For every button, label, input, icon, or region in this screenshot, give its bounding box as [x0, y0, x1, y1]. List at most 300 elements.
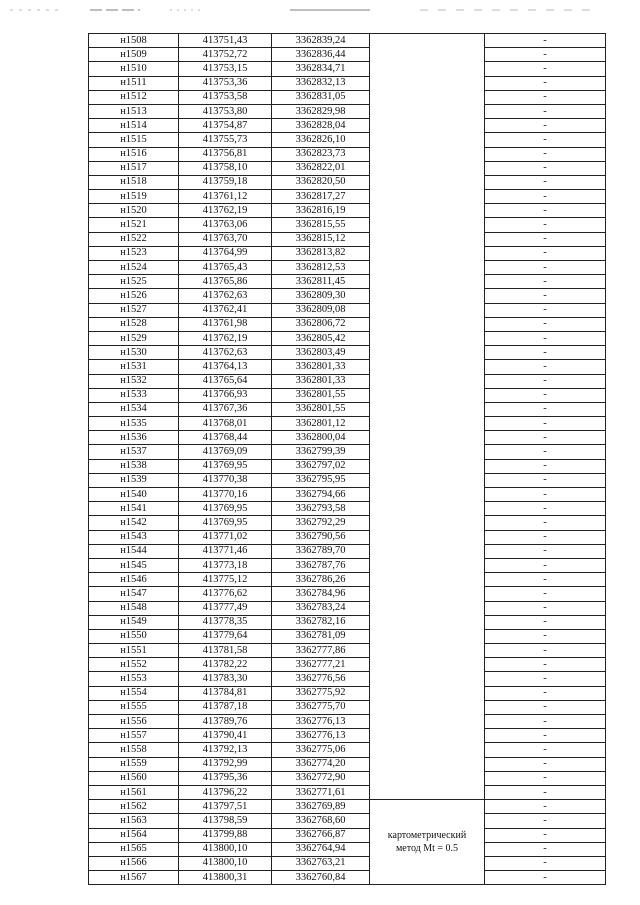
x-coordinate-cell: 413792,99 — [179, 757, 272, 771]
table-row — [89, 275, 606, 289]
y-coordinate-cell: 3362792,29 — [272, 516, 370, 530]
y-coordinate-cell: 3362812,53 — [272, 261, 370, 275]
table-row — [89, 615, 606, 629]
point-id-cell: н1515 — [89, 133, 179, 147]
x-coordinate-cell: 413761,12 — [179, 190, 272, 204]
y-coordinate-cell: 3362763,21 — [272, 856, 370, 870]
x-coordinate-cell: 413765,43 — [179, 261, 272, 275]
y-coordinate-cell: 3362801,55 — [272, 388, 370, 402]
point-id-cell: н1511 — [89, 76, 179, 90]
x-coordinate-cell: 413767,36 — [179, 402, 272, 416]
point-id-cell: н1528 — [89, 317, 179, 331]
point-id-cell: н1516 — [89, 147, 179, 161]
x-coordinate-cell: 413762,19 — [179, 331, 272, 345]
dash-cell: - — [485, 672, 606, 686]
table-row — [89, 175, 606, 189]
method-note-line2: метод Mt = 0.5 — [395, 843, 459, 855]
x-coordinate-cell: 413777,49 — [179, 601, 272, 615]
table-row — [89, 644, 606, 658]
x-coordinate-cell: 413763,70 — [179, 232, 272, 246]
table-row — [89, 672, 606, 686]
y-coordinate-cell: 3362801,33 — [272, 374, 370, 388]
table-row — [89, 331, 606, 345]
x-coordinate-cell: 413769,09 — [179, 445, 272, 459]
x-coordinate-cell: 413773,18 — [179, 558, 272, 572]
x-coordinate-cell: 413770,16 — [179, 488, 272, 502]
table-row — [89, 488, 606, 502]
y-coordinate-cell: 3362839,24 — [272, 34, 370, 48]
point-id-cell: н1539 — [89, 473, 179, 487]
point-id-cell: н1537 — [89, 445, 179, 459]
table-row — [89, 459, 606, 473]
y-coordinate-cell: 3362760,84 — [272, 871, 370, 885]
point-id-cell: н1540 — [89, 488, 179, 502]
y-coordinate-cell: 3362775,70 — [272, 700, 370, 714]
x-coordinate-cell: 413796,22 — [179, 785, 272, 799]
table-row — [89, 190, 606, 204]
point-id-cell: н1542 — [89, 516, 179, 530]
y-coordinate-cell: 3362777,86 — [272, 644, 370, 658]
table-row — [89, 90, 606, 104]
x-coordinate-cell: 413754,87 — [179, 119, 272, 133]
point-id-cell: н1553 — [89, 672, 179, 686]
y-coordinate-cell: 3362828,04 — [272, 119, 370, 133]
point-id-cell: н1541 — [89, 502, 179, 516]
dash-cell: - — [485, 104, 606, 118]
point-id-cell: н1527 — [89, 303, 179, 317]
x-coordinate-cell: 413756,81 — [179, 147, 272, 161]
x-coordinate-cell: 413768,44 — [179, 431, 272, 445]
y-coordinate-cell: 3362766,87 — [272, 828, 370, 842]
y-coordinate-cell: 3362775,92 — [272, 686, 370, 700]
x-coordinate-cell: 413753,58 — [179, 90, 272, 104]
point-id-cell: н1533 — [89, 388, 179, 402]
x-coordinate-cell: 413799,88 — [179, 828, 272, 842]
y-coordinate-cell: 3362834,71 — [272, 62, 370, 76]
dash-cell: - — [485, 147, 606, 161]
point-id-cell: н1529 — [89, 331, 179, 345]
point-id-cell: н1526 — [89, 289, 179, 303]
dash-cell: - — [485, 204, 606, 218]
x-coordinate-cell: 413771,02 — [179, 530, 272, 544]
x-coordinate-cell: 413766,93 — [179, 388, 272, 402]
point-id-cell: н1567 — [89, 871, 179, 885]
table-row — [89, 785, 606, 799]
dash-cell: - — [485, 331, 606, 345]
y-coordinate-cell: 3362805,42 — [272, 331, 370, 345]
point-id-cell: н1512 — [89, 90, 179, 104]
table-row — [89, 104, 606, 118]
dash-cell: - — [485, 729, 606, 743]
dash-cell: - — [485, 388, 606, 402]
dash-cell: - — [485, 190, 606, 204]
dash-cell: - — [485, 530, 606, 544]
dash-cell: - — [485, 232, 606, 246]
x-coordinate-cell: 413765,86 — [179, 275, 272, 289]
y-coordinate-cell: 3362769,89 — [272, 800, 370, 814]
point-id-cell: н1555 — [89, 700, 179, 714]
point-id-cell: н1563 — [89, 814, 179, 828]
y-coordinate-cell: 3362795,95 — [272, 473, 370, 487]
y-coordinate-cell: 3362809,08 — [272, 303, 370, 317]
y-coordinate-cell: 3362776,13 — [272, 729, 370, 743]
point-id-cell: н1550 — [89, 629, 179, 643]
point-id-cell: н1565 — [89, 842, 179, 856]
point-id-cell: н1543 — [89, 530, 179, 544]
dash-cell: - — [485, 402, 606, 416]
table-row — [89, 700, 606, 714]
dash-cell: - — [485, 828, 606, 842]
dash-cell: - — [485, 303, 606, 317]
table-row — [89, 715, 606, 729]
x-coordinate-cell: 413798,59 — [179, 814, 272, 828]
x-coordinate-cell: 413792,13 — [179, 743, 272, 757]
x-coordinate-cell: 413758,10 — [179, 161, 272, 175]
x-coordinate-cell: 413755,73 — [179, 133, 272, 147]
x-coordinate-cell: 413769,95 — [179, 502, 272, 516]
dash-cell: - — [485, 771, 606, 785]
point-id-cell: н1531 — [89, 360, 179, 374]
x-coordinate-cell: 413763,06 — [179, 218, 272, 232]
x-coordinate-cell: 413797,51 — [179, 800, 272, 814]
dash-cell: - — [485, 502, 606, 516]
y-coordinate-cell: 3362813,82 — [272, 246, 370, 260]
dash-cell: - — [485, 360, 606, 374]
x-coordinate-cell: 413751,43 — [179, 34, 272, 48]
dash-cell: - — [485, 62, 606, 76]
y-coordinate-cell: 3362831,05 — [272, 90, 370, 104]
x-coordinate-cell: 413800,10 — [179, 842, 272, 856]
point-id-cell: н1520 — [89, 204, 179, 218]
point-id-cell: н1562 — [89, 800, 179, 814]
dash-cell: - — [485, 161, 606, 175]
point-id-cell: н1558 — [89, 743, 179, 757]
table-row — [89, 360, 606, 374]
point-id-cell: н1534 — [89, 402, 179, 416]
dash-cell: - — [485, 48, 606, 62]
dash-cell: - — [485, 658, 606, 672]
y-coordinate-cell: 3362774,20 — [272, 757, 370, 771]
y-coordinate-cell: 3362809,30 — [272, 289, 370, 303]
point-id-cell: н1523 — [89, 246, 179, 260]
y-coordinate-cell: 3362811,45 — [272, 275, 370, 289]
point-id-cell: н1525 — [89, 275, 179, 289]
point-id-cell: н1510 — [89, 62, 179, 76]
dash-cell: - — [485, 757, 606, 771]
dash-cell: - — [485, 374, 606, 388]
dash-cell: - — [485, 871, 606, 885]
y-coordinate-cell: 3362803,49 — [272, 346, 370, 360]
point-id-cell: н1546 — [89, 573, 179, 587]
y-coordinate-cell: 3362787,76 — [272, 558, 370, 572]
x-coordinate-cell: 413765,64 — [179, 374, 272, 388]
y-coordinate-cell: 3362836,44 — [272, 48, 370, 62]
point-id-cell: н1566 — [89, 856, 179, 870]
dash-cell: - — [485, 644, 606, 658]
y-coordinate-cell: 3362832,13 — [272, 76, 370, 90]
y-coordinate-cell: 3362786,26 — [272, 573, 370, 587]
y-coordinate-cell: 3362793,58 — [272, 502, 370, 516]
scan-top-edge-marks — [0, 8, 640, 12]
table-row — [89, 601, 606, 615]
dash-cell: - — [485, 573, 606, 587]
x-coordinate-cell: 413769,95 — [179, 459, 272, 473]
point-id-cell: н1560 — [89, 771, 179, 785]
dash-cell: - — [485, 814, 606, 828]
table-row — [89, 147, 606, 161]
point-id-cell: н1524 — [89, 261, 179, 275]
dash-cell: - — [485, 558, 606, 572]
dash-cell: - — [485, 629, 606, 643]
x-coordinate-cell: 413764,99 — [179, 246, 272, 260]
x-coordinate-cell: 413764,13 — [179, 360, 272, 374]
y-coordinate-cell: 3362800,04 — [272, 431, 370, 445]
table-row — [89, 544, 606, 558]
y-coordinate-cell: 3362806,72 — [272, 317, 370, 331]
x-coordinate-cell: 413789,76 — [179, 715, 272, 729]
point-id-cell: н1547 — [89, 587, 179, 601]
table-row — [89, 743, 606, 757]
y-coordinate-cell: 3362789,70 — [272, 544, 370, 558]
point-id-cell: н1518 — [89, 175, 179, 189]
dash-cell: - — [485, 601, 606, 615]
table-row — [89, 473, 606, 487]
dash-cell: - — [485, 615, 606, 629]
table-row — [89, 346, 606, 360]
x-coordinate-cell: 413775,12 — [179, 573, 272, 587]
y-coordinate-cell: 3362794,66 — [272, 488, 370, 502]
y-coordinate-cell: 3362823,73 — [272, 147, 370, 161]
y-coordinate-cell: 3362772,90 — [272, 771, 370, 785]
dash-cell: - — [485, 34, 606, 48]
table-row — [89, 856, 606, 870]
x-coordinate-cell: 413795,36 — [179, 771, 272, 785]
x-coordinate-cell: 413778,35 — [179, 615, 272, 629]
point-id-cell: н1556 — [89, 715, 179, 729]
x-coordinate-cell: 413790,41 — [179, 729, 272, 743]
dash-cell: - — [485, 218, 606, 232]
table-row — [89, 771, 606, 785]
dash-cell: - — [485, 417, 606, 431]
x-coordinate-cell: 413762,19 — [179, 204, 272, 218]
table-row — [89, 530, 606, 544]
point-id-cell: н1564 — [89, 828, 179, 842]
point-id-cell: н1530 — [89, 346, 179, 360]
table-row — [89, 388, 606, 402]
point-id-cell: н1538 — [89, 459, 179, 473]
x-coordinate-cell: 413753,80 — [179, 104, 272, 118]
point-id-cell: н1513 — [89, 104, 179, 118]
dash-cell: - — [485, 275, 606, 289]
x-coordinate-cell: 413783,30 — [179, 672, 272, 686]
dash-cell: - — [485, 785, 606, 799]
table-row — [89, 34, 606, 48]
point-id-cell: н1548 — [89, 601, 179, 615]
y-coordinate-cell: 3362782,16 — [272, 615, 370, 629]
table-row — [89, 119, 606, 133]
y-coordinate-cell: 3362816,19 — [272, 204, 370, 218]
table-row — [89, 516, 606, 530]
y-coordinate-cell: 3362801,33 — [272, 360, 370, 374]
table-row — [89, 828, 606, 842]
x-coordinate-cell: 413768,01 — [179, 417, 272, 431]
y-coordinate-cell: 3362817,27 — [272, 190, 370, 204]
x-coordinate-cell: 413761,98 — [179, 317, 272, 331]
table-row — [89, 261, 606, 275]
table-row — [89, 289, 606, 303]
x-coordinate-cell: 413800,10 — [179, 856, 272, 870]
x-coordinate-cell: 413762,41 — [179, 303, 272, 317]
point-id-cell: н1545 — [89, 558, 179, 572]
point-id-cell: н1559 — [89, 757, 179, 771]
y-coordinate-cell: 3362776,56 — [272, 672, 370, 686]
table-row — [89, 800, 606, 814]
table-row — [89, 161, 606, 175]
x-coordinate-cell: 413779,64 — [179, 629, 272, 643]
y-coordinate-cell: 3362776,13 — [272, 715, 370, 729]
table-row — [89, 232, 606, 246]
table-row — [89, 76, 606, 90]
x-coordinate-cell: 413752,72 — [179, 48, 272, 62]
table-row — [89, 587, 606, 601]
dash-cell: - — [485, 246, 606, 260]
x-coordinate-cell: 413800,31 — [179, 871, 272, 885]
table-row — [89, 402, 606, 416]
x-coordinate-cell: 413762,63 — [179, 289, 272, 303]
table-row — [89, 303, 606, 317]
dash-cell: - — [485, 261, 606, 275]
y-coordinate-cell: 3362801,12 — [272, 417, 370, 431]
y-coordinate-cell: 3362784,96 — [272, 587, 370, 601]
y-coordinate-cell: 3362781,09 — [272, 629, 370, 643]
x-coordinate-cell: 413781,58 — [179, 644, 272, 658]
coordinates-table-body — [89, 34, 606, 885]
y-coordinate-cell: 3362790,56 — [272, 530, 370, 544]
dash-cell: - — [485, 842, 606, 856]
table-row — [89, 573, 606, 587]
table-row — [89, 374, 606, 388]
table-row — [89, 871, 606, 885]
coordinates-table — [88, 33, 606, 885]
table-row — [89, 317, 606, 331]
x-coordinate-cell: 413759,18 — [179, 175, 272, 189]
y-coordinate-cell: 3362768,60 — [272, 814, 370, 828]
y-coordinate-cell: 3362826,10 — [272, 133, 370, 147]
x-coordinate-cell: 413784,81 — [179, 686, 272, 700]
point-id-cell: н1561 — [89, 785, 179, 799]
dash-cell: - — [485, 488, 606, 502]
table-row — [89, 445, 606, 459]
x-coordinate-cell: 413771,46 — [179, 544, 272, 558]
dash-cell: - — [485, 700, 606, 714]
dash-cell: - — [485, 516, 606, 530]
table-row — [89, 757, 606, 771]
dash-cell: - — [485, 119, 606, 133]
x-coordinate-cell: 413782,22 — [179, 658, 272, 672]
point-id-cell: н1554 — [89, 686, 179, 700]
point-id-cell: н1552 — [89, 658, 179, 672]
x-coordinate-cell: 413753,36 — [179, 76, 272, 90]
point-id-cell: н1521 — [89, 218, 179, 232]
dash-cell: - — [485, 445, 606, 459]
point-id-cell: н1532 — [89, 374, 179, 388]
method-note-line1: картометрический — [387, 830, 467, 842]
x-coordinate-cell: 413753,15 — [179, 62, 272, 76]
dash-cell: - — [485, 544, 606, 558]
dash-cell: - — [485, 346, 606, 360]
y-coordinate-cell: 3362815,12 — [272, 232, 370, 246]
dash-cell: - — [485, 715, 606, 729]
method-cell-empty — [370, 34, 485, 800]
y-coordinate-cell: 3362822,01 — [272, 161, 370, 175]
table-row — [89, 62, 606, 76]
point-id-cell: н1508 — [89, 34, 179, 48]
point-id-cell: н1549 — [89, 615, 179, 629]
table-row — [89, 729, 606, 743]
point-id-cell: н1535 — [89, 417, 179, 431]
dash-cell: - — [485, 473, 606, 487]
table-row — [89, 502, 606, 516]
dash-cell: - — [485, 743, 606, 757]
point-id-cell: н1514 — [89, 119, 179, 133]
dash-cell: - — [485, 289, 606, 303]
y-coordinate-cell: 3362801,55 — [272, 402, 370, 416]
table-row — [89, 204, 606, 218]
dash-cell: - — [485, 459, 606, 473]
y-coordinate-cell: 3362777,21 — [272, 658, 370, 672]
dash-cell: - — [485, 175, 606, 189]
y-coordinate-cell: 3362775,06 — [272, 743, 370, 757]
table-row — [89, 686, 606, 700]
y-coordinate-cell: 3362771,61 — [272, 785, 370, 799]
y-coordinate-cell: 3362799,39 — [272, 445, 370, 459]
point-id-cell: н1551 — [89, 644, 179, 658]
point-id-cell: н1536 — [89, 431, 179, 445]
x-coordinate-cell: 413787,18 — [179, 700, 272, 714]
point-id-cell: н1557 — [89, 729, 179, 743]
dash-cell: - — [485, 800, 606, 814]
x-coordinate-cell: 413769,95 — [179, 516, 272, 530]
point-id-cell: н1519 — [89, 190, 179, 204]
table-row — [89, 842, 606, 856]
y-coordinate-cell: 3362829,98 — [272, 104, 370, 118]
table-row — [89, 246, 606, 260]
point-id-cell: н1522 — [89, 232, 179, 246]
dash-cell: - — [485, 856, 606, 870]
table-row — [89, 629, 606, 643]
point-id-cell: н1517 — [89, 161, 179, 175]
table-row — [89, 218, 606, 232]
dash-cell: - — [485, 90, 606, 104]
y-coordinate-cell: 3362797,02 — [272, 459, 370, 473]
y-coordinate-cell: 3362820,50 — [272, 175, 370, 189]
method-note-cell — [370, 800, 485, 885]
y-coordinate-cell: 3362815,55 — [272, 218, 370, 232]
x-coordinate-cell: 413762,63 — [179, 346, 272, 360]
dash-cell: - — [485, 686, 606, 700]
dash-cell: - — [485, 431, 606, 445]
point-id-cell: н1509 — [89, 48, 179, 62]
table-row — [89, 658, 606, 672]
table-row — [89, 558, 606, 572]
dash-cell: - — [485, 133, 606, 147]
y-coordinate-cell: 3362764,94 — [272, 842, 370, 856]
y-coordinate-cell: 3362783,24 — [272, 601, 370, 615]
dash-cell: - — [485, 76, 606, 90]
table-row — [89, 417, 606, 431]
table-row — [89, 431, 606, 445]
dash-cell: - — [485, 317, 606, 331]
